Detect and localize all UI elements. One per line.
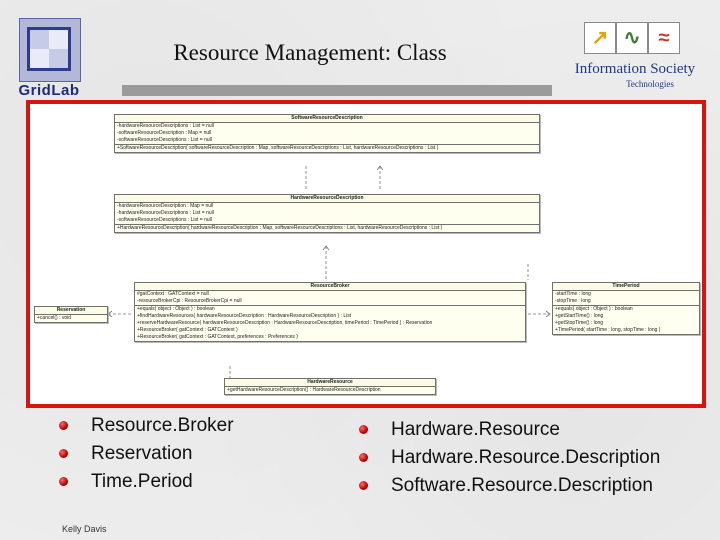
class-hardware-resource [224,378,436,395]
bullet-icon [359,453,368,462]
class-time-period [552,282,700,335]
attribute: -softwareResourceDescriptions : List = null [117,137,212,143]
operation: +equals( object : Object ) : boolean [555,306,633,312]
operation: +HardwareResourceDescription( hardwareResourceDescription : Map, softwareResourceDescriptions : List, hardwareResourceDescriptions : List ) [117,225,443,231]
list-item [391,472,660,500]
operation: +SoftwareResourceDescription( softwareResourceDescription : Map, softwareResourceDescriptions : List, hardwareResourceDescriptions : List ) [117,145,439,151]
operation: +reserveHardwareResource( hardwareResourceDescription : HardwareResourceDescription, timePeriod : TimePeriod ) : Reservation [137,320,433,326]
footer-author: Kelly Davis [62,524,107,534]
attribute: -softwareResourceDescriptions : List = null [117,217,212,223]
list-item [91,412,234,440]
arrow-icon: ↗ [584,22,616,54]
operation: +getStopTime() : long [555,320,604,326]
list-item-label: Software.Resource.Description [391,475,653,496]
list-item-label: Hardware.Resource.Description [391,447,661,468]
list-item-label: Resource.Broker [91,415,234,436]
list-item [391,444,660,472]
class-name: HardwareResource [225,379,435,387]
attribute: -softwareResourceDescription : Map = null [117,130,212,136]
class-name: TimePeriod [553,283,699,291]
class-software-resource-description [114,114,540,153]
operation: +cancel() : void [37,315,72,321]
ist-logo-title: Information Society [574,61,696,77]
list-item-label: Reservation [91,443,193,464]
attribute: #gatContext : GATContext = null [137,291,209,297]
gridlab-logo [8,18,90,98]
slide-title: Resource Management: Class [173,40,447,65]
approx-icon: ≈ [648,22,680,54]
list-item-label: Time.Period [91,471,193,492]
operation: +ResourceBroker( gatContext : GATContext, preferences : Preferences ) [137,334,298,340]
class-name: HardwareResourceDescription [115,195,539,203]
attribute: -stopTime : long [555,298,591,304]
ist-logo-icons [584,22,680,56]
operation: +equals( object : Object ) : boolean [137,306,215,312]
class-name: ResourceBroker [135,283,525,291]
bullet-icon [359,481,368,490]
list-item [91,468,234,496]
list-item-label: Hardware.Resource [391,419,560,440]
bullet-icon [59,421,68,430]
list-item [91,440,234,468]
class-reservation [34,306,108,323]
bullet-icon [359,425,368,434]
operation: +getStartTime() : long [555,313,604,319]
wave-icon: ∿ [616,22,648,54]
gridlab-logo-text: GridLab [18,82,80,99]
list-item [391,416,660,444]
bullet-list-right [391,416,660,500]
operation: +TimePeriod( startTime : long, stopTime : long ) [555,327,661,333]
ist-logo-subtitle: Technologies [626,79,674,89]
uml-diagram-frame [26,100,706,408]
operation: +getHardwareResourceDescription() : HardwareResourceDescription [227,387,381,393]
attribute: -resourceBrokerCpi : ResourceBrokerCpi = null [137,298,242,304]
attribute: -hardwareResourceDescriptions : List = null [117,210,214,216]
attribute: -hardwareResourceDescription : Map = null [117,203,214,209]
gridlab-logo-mark [19,18,81,82]
operation: +findHardwareResources( hardwareResourceDescription : HardwareResourceDescription ) : List [137,313,352,319]
ist-logo [560,18,710,93]
bullet-icon [59,449,68,458]
bullet-icon [59,477,68,486]
attribute: -startTime : long [555,291,591,297]
operation: +ResourceBroker( gatContext : GATContext ) [137,327,238,333]
title-underline-bar [122,85,552,96]
attribute: -hardwareResourceDescriptions : List = null [117,123,214,129]
class-resource-broker [134,282,526,342]
class-name: SoftwareResourceDescription [115,115,539,123]
bullet-list-left [91,412,234,496]
class-name: Reservation [35,307,107,315]
class-hardware-resource-description [114,194,540,233]
